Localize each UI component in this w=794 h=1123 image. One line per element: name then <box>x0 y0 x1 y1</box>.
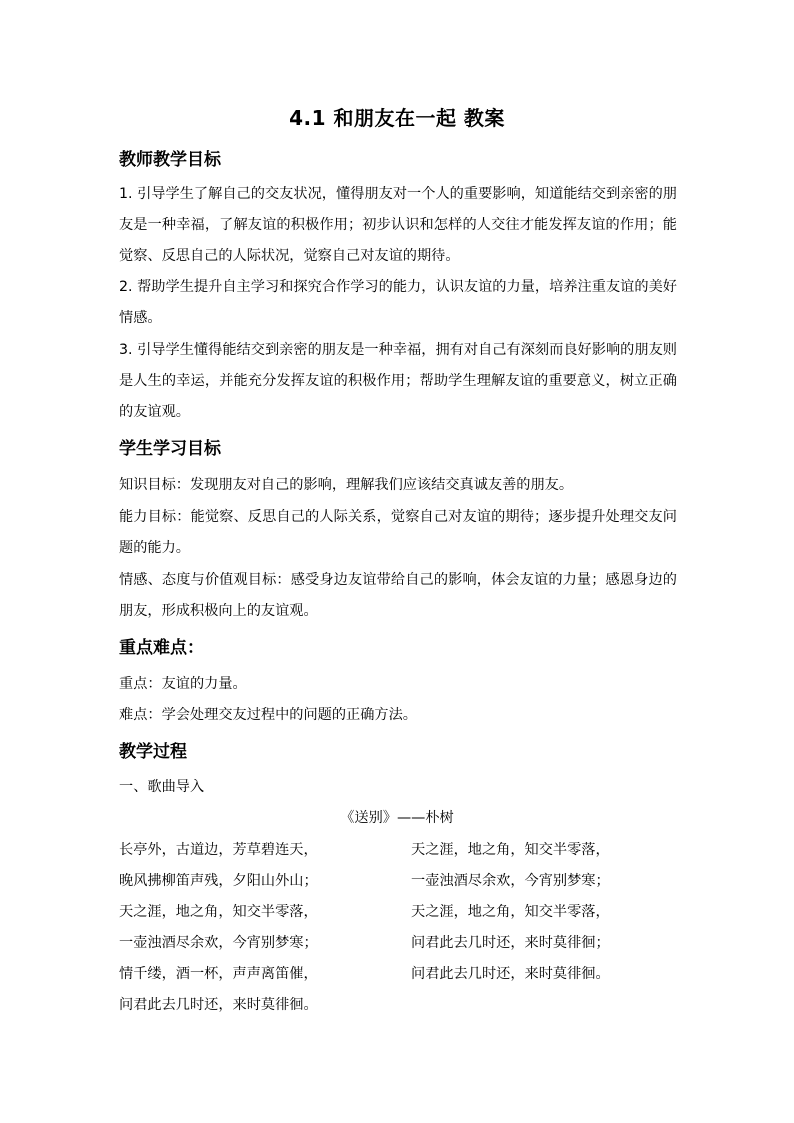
difficult-point: 难点：学会处理交友过程中的问题的正确方法。 <box>119 707 417 723</box>
song-title: 《送别》——朴树 <box>340 810 454 826</box>
lyric-left-line: 天之涯，地之角，知交半零落， <box>119 904 318 920</box>
lyric-left-line: 一壶浊酒尽余欢，今宵别梦寒； <box>119 935 318 951</box>
student-goal-emotion: 情感、态度与价值观目标：感受身边友谊带给自己的影响，体会友谊的力量；感恩身边的朋友，形成积极向上的友谊观。 <box>119 572 677 619</box>
lyric-right-line: 一壶浊酒尽余欢，今宵别梦寒； <box>411 873 610 889</box>
student-goal-knowledge: 知识目标：发现朋友对自己的影响，理解我们应该结交真诚友善的朋友。 <box>119 477 574 493</box>
student-goals-heading: 学生学习目标 <box>119 439 221 459</box>
teacher-goal-2: 2. 帮助学生提升自主学习和探究合作学习的能力，认识友谊的力量，培养注重友谊的美好情感。 <box>119 279 677 326</box>
lyric-right-line: 天之涯，地之角，知交半零落， <box>411 842 610 858</box>
lyric-left-line: 问君此去几时还，来时莫徘徊。 <box>119 997 318 1013</box>
process-subheading: 一、歌曲导入 <box>119 779 205 795</box>
teacher-goal-3: 3. 引导学生懂得能结交到亲密的朋友是一种幸福，拥有对自己有深刻而良好影响的朋友则是人生的幸运，并能充分发挥友谊的积极作用；帮助学生理解友谊的重要意义，树立正确的友谊观。 <box>119 342 677 420</box>
teacher-goal-1: 1. 引导学生了解自己的交友状况，懂得朋友对一个人的重要影响，知道能结交到亲密的朋友是一种幸福，了解友谊的积极作用；初步认识和怎样的人交往才能发挥友谊的作用；能觉察、反思自己的人际状况，觉察自己对友谊的期待。 <box>119 186 677 264</box>
student-goal-ability: 能力目标：能觉察、反思自己的人际关系，觉察自己对友谊的期待；逐步提升处理交友问题的能力。 <box>119 509 677 556</box>
lyric-left-line: 情千缕，酒一杯，声声离笛催， <box>119 966 318 982</box>
lyric-right-line: 问君此去几时还，来时莫徘徊； <box>411 935 610 951</box>
process-heading: 教学过程 <box>119 742 187 762</box>
key-points-heading: 重点难点： <box>119 638 204 658</box>
lyric-right-line: 天之涯，地之角，知交半零落， <box>411 904 610 920</box>
key-point: 重点：友谊的力量。 <box>119 676 247 692</box>
lyric-left-line: 长亭外，古道边，芳草碧连天， <box>119 842 318 858</box>
document-title: 4.1 和朋友在一起 教案 <box>289 106 505 130</box>
lyric-left-line: 晚风拂柳笛声残，夕阳山外山； <box>119 873 318 889</box>
lyric-right-line: 问君此去几时还，来时莫徘徊。 <box>411 966 610 982</box>
teacher-goals-heading: 教师教学目标 <box>119 150 221 170</box>
